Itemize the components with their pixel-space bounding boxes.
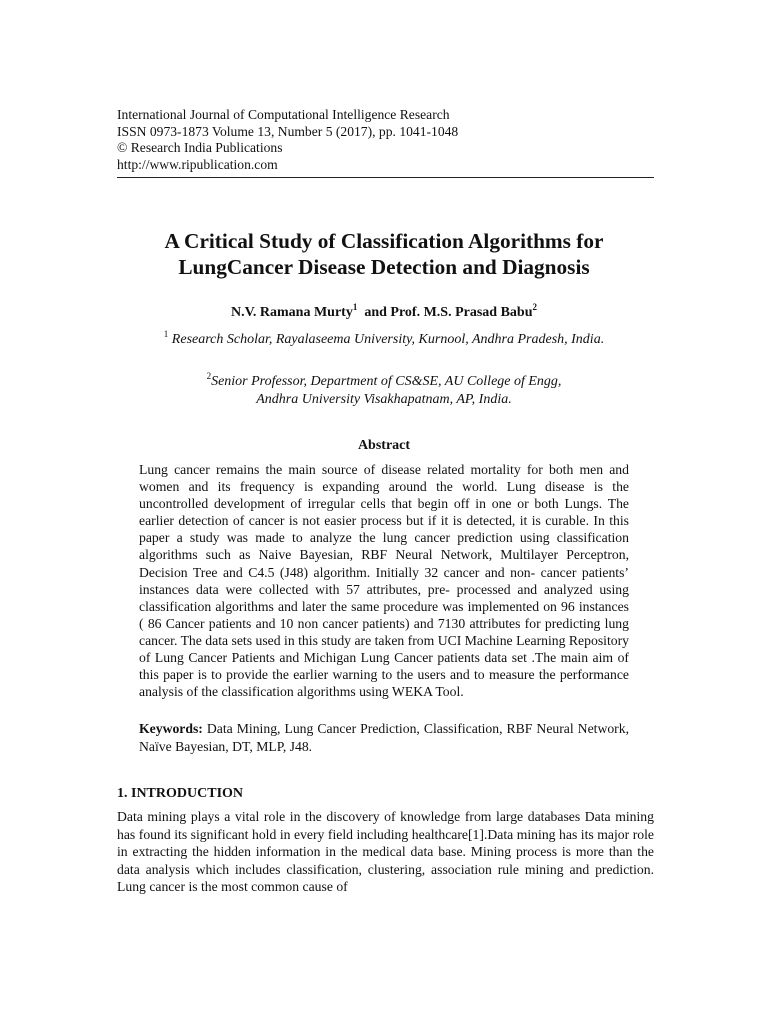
author-1-affiliation-mark: 1 [352, 302, 358, 312]
journal-issn: ISSN 0973-1873 Volume 13, Number 5 (2017), pp. 1041-1048 [117, 123, 459, 139]
paper-title [80, 228, 688, 280]
affiliation-2 [0, 373, 768, 409]
journal-name: International Journal of Computational Intelligence Research [117, 107, 450, 122]
author-list [0, 302, 768, 321]
affiliation-2-line-2: Andhra University Visakhapatnam, AP, India. [256, 392, 512, 407]
abstract-heading: Abstract [357, 438, 411, 453]
keywords-text: Data Mining, Lung Cancer Prediction, Classification, RBF Neural Network, Naïve Bayesian, DT, MLP, J48. [139, 721, 630, 754]
introduction-body: Data mining plays a vital role in the discovery of knowledge from large databases Data mining has found its significant hold in every field including healthcare[1].Data mining has its major role in extracting the hidden information in the medical data base. Mining process is more than the data analysis which includes classification, clustering, association rule mining and prediction. Lung cancer is the most common cause of [117, 809, 654, 895]
paper-title-line-1: A Critical Study of Classification Algorithms for [164, 229, 604, 253]
affiliation-1-mark: 1 [163, 329, 169, 339]
paper-title-line-2: LungCancer Disease Detection and Diagnosis [178, 255, 590, 279]
affiliation-1 [0, 331, 768, 349]
affiliation-2-mark: 2 [206, 371, 212, 381]
author-2-name: Prof. M.S. Prasad Babu [390, 305, 533, 320]
author-1-name: N.V. Ramana Murty [230, 305, 353, 320]
abstract-body: Lung cancer remains the main source of disease related mortality for both men and women and its frequency is expanding around the world. Lung disease is the uncontrolled development of irregular cells that begin off in one or both Lungs. The earlier detection of cancer is not easier process but if it is detected, it is curable. In this paper a study was made to analyze the lung cancer prediction using classification algorithms such as Naive Bayesian, RBF Neural Network, Multilayer Perceptron, Decision Tree and C4.5 (J48) algorithm. Initially 32 cancer and non- cancer patients’ instances data were collected with 57 attributes, pre- processed and analyzed using classification algorithms and later the same procedure was implemented on 96 instances ( 86 Cancer patients and 10 non cancer patients) and 7130 attributes for predicting lung cancer. The data sets used in this study are taken from UCI Machine Learning Repository of Lung Cancer Patients and Michigan Lung Cancer patients data set .The main aim of this paper is to provide the earlier warning to the users and to measure the performance analysis of the classification algorithms using WEKA Tool. [139, 462, 629, 700]
author-joiner: and [364, 305, 387, 320]
keywords-label: Keywords: [139, 721, 203, 736]
section-heading-introduction: 1. INTRODUCTION [117, 786, 244, 801]
journal-publisher: © Research India Publications [117, 140, 283, 156]
journal-header [117, 107, 654, 173]
keywords [139, 720, 629, 755]
header-divider [117, 177, 654, 178]
affiliation-1-text: Research Scholar, Rayalaseema University, Kurnool, Andhra Pradesh, India. [171, 332, 605, 347]
journal-url: http://www.ripublication.com [117, 156, 278, 172]
affiliation-2-line-1: Senior Professor, Department of CS&SE, AU College of Engg, [211, 374, 562, 389]
author-2-affiliation-mark: 2 [532, 302, 538, 312]
